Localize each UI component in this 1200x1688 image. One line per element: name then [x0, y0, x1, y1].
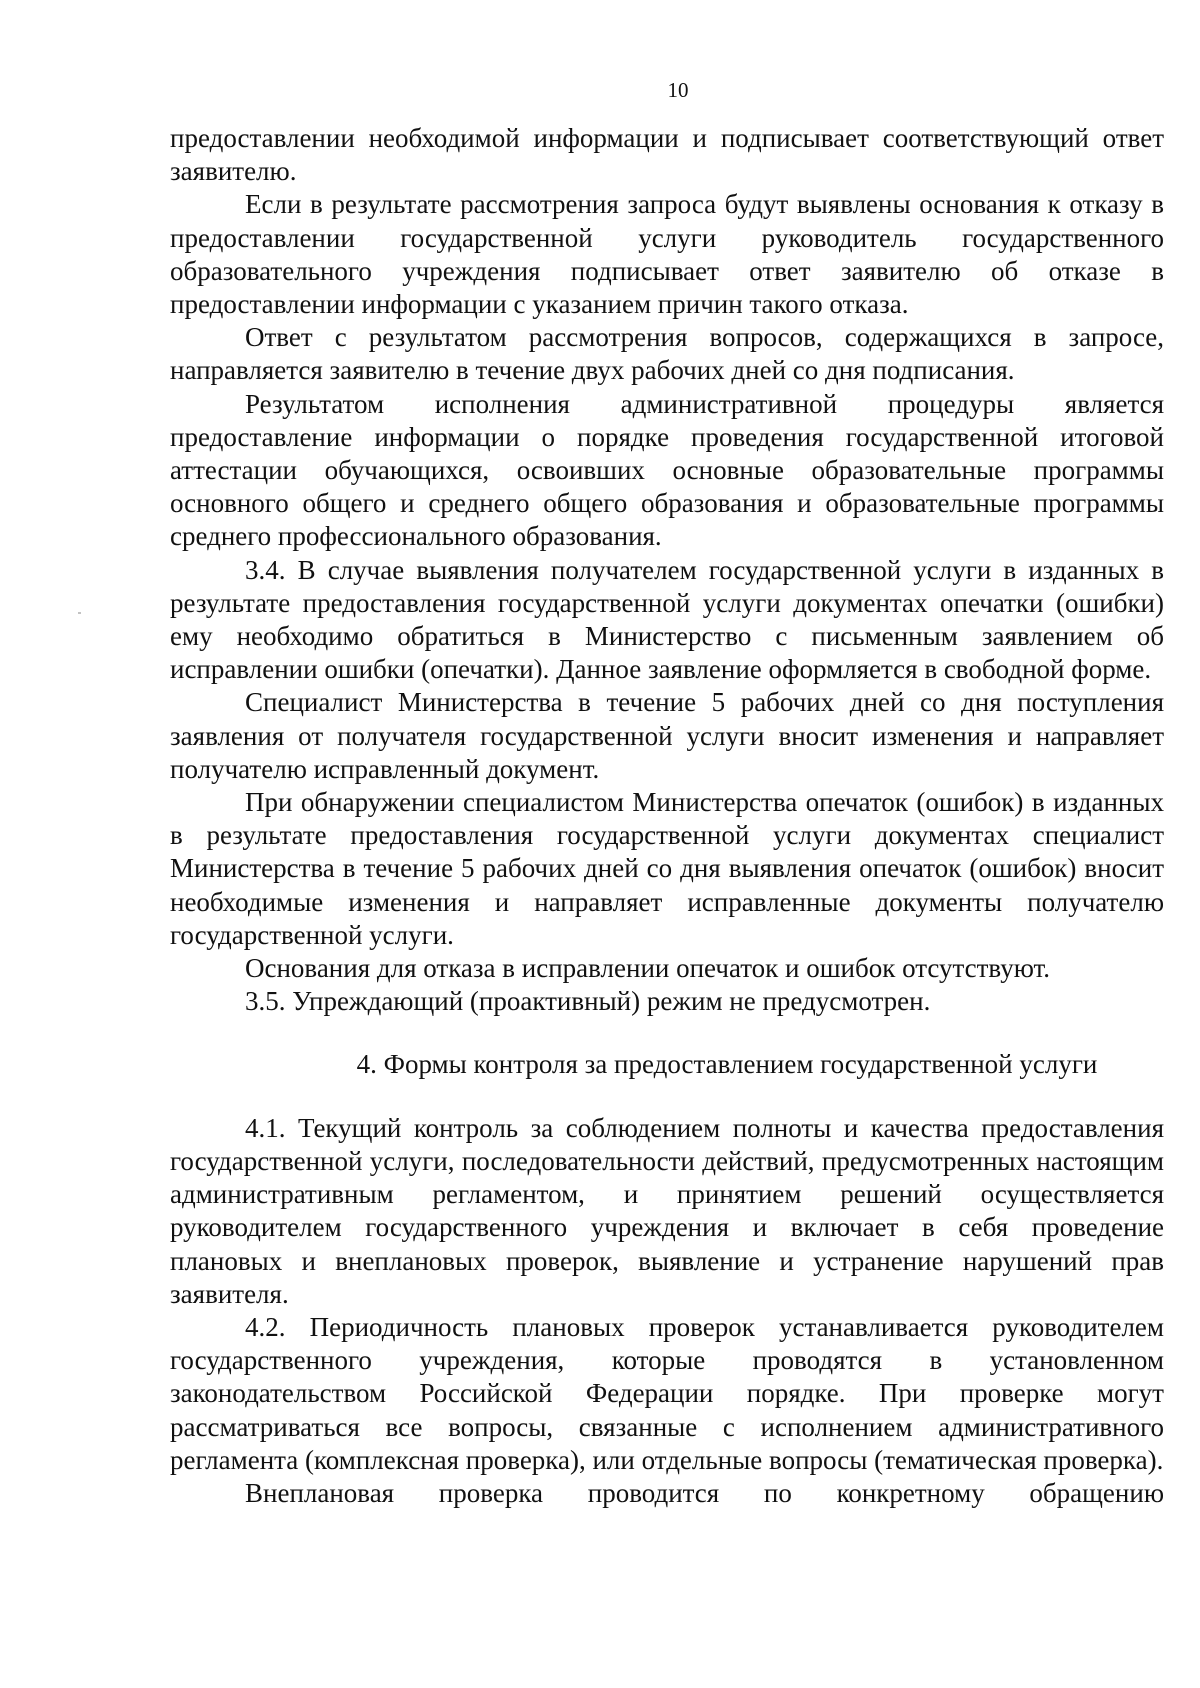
paragraph: Внеплановая проверка проводится по конкретному обращению [245, 1477, 1164, 1508]
paragraph: Если в результате рассмотрения запроса будут выявлены основания к отказу в предоставлении государственной услуги руководитель государственного образовательного учреждения подписывает ответ заявителю об отказе в предоставлении информации с указанием причин такого отказа. [170, 189, 1164, 320]
paragraph: Ответ с результатом рассмотрения вопросов, содержащихся в запросе, направляется заявителю в течение двух рабочих дней со дня подписания. [170, 322, 1164, 386]
paragraph: 4.2. Периодичность плановых проверок устанавливается руководителем государственного учреждения, которые проводятся в установленном законодательством Российской Федерации порядке. При проверке могут рассматриваться все вопросы, связанные с исполнением административного регламента (комплексная проверка), или отдельные вопросы (тематическая проверка). [170, 1311, 1164, 1475]
scan-artifact [78, 612, 81, 614]
paragraph: 4.1. Текущий контроль за соблюдением полноты и качества предоставления государственной услуги, последовательности действий, предусмотренных настоящим административным регламентом, и принятием решений осуществляется руководителем государственного учреждения и включает в себя проведение плановых и внеплановых проверок, выявление и устранение нарушений прав заявителя. [170, 1112, 1164, 1309]
paragraph: Результатом исполнения административной процедуры является предоставление информации о порядке проведения государственной итоговой аттестации обучающихся, освоивших основные образовательные программы основного общего и среднего общего образования и образовательные программы среднего профессионального образования. [170, 388, 1164, 552]
paragraph: 3.5. Упреждающий (проактивный) режим не предусмотрен. [245, 986, 931, 1017]
document-body [170, 122, 1164, 1510]
section-heading: 4. Формы контроля за предоставлением государственной услуги [356, 1049, 1098, 1080]
paragraph: Основания для отказа в исправлении опечаток и ошибок отсутствуют. [245, 953, 1051, 984]
paragraph: При обнаружении специалистом Министерства опечаток (ошибок) в изданных в результате предоставления государственной услуги документах специалист Министерства в течение 5 рабочих дней со дня выявления опечаток (ошибок) вносит необходимые изменения и направляет исправленные документы получателю государственной услуги. [170, 787, 1164, 950]
page-number: 10 [667, 78, 689, 102]
paragraph: 3.4. В случае выявления получателем государственной услуги в изданных в результате предоставления государственной услуги документах опечатки (ошибки) ему необходимо обратиться в Министерство с письменным заявлением об исправлении ошибки (опечатки). Данное заявление оформляется в свободной форме. [170, 554, 1164, 685]
paragraph: предоставлении необходимой информации и подписывает соответствующий ответ заявителю. [170, 123, 1164, 187]
paragraph: Специалист Министерства в течение 5 рабочих дней со дня поступления заявления от получателя государственной услуги вносит изменения и направляет получателю исправленный документ. [170, 687, 1164, 784]
